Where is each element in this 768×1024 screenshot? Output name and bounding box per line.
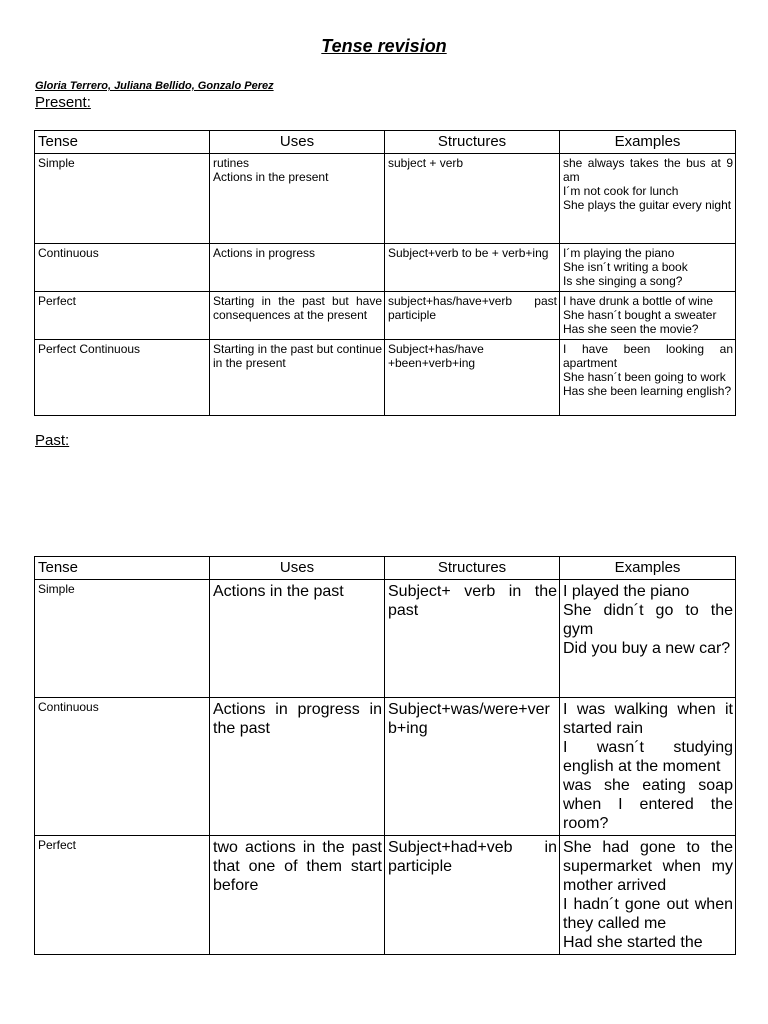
examples-cell xyxy=(560,836,736,955)
structure-cell: Subject+verb to be + verb+ing xyxy=(385,244,560,292)
example-line: she always takes the bus at 9 am xyxy=(563,156,733,184)
uses-line: rutines xyxy=(213,156,250,170)
example-line: She hasn´t bought a sweater xyxy=(563,308,717,322)
uses-line: Actions in progress in the past xyxy=(213,701,382,737)
example-line: Did you buy a new car? xyxy=(563,640,731,657)
example-line: was she eating soap when I entered the room? xyxy=(563,777,733,832)
example-line: I was walking when it started rain xyxy=(563,701,733,737)
example-line: I´m not cook for lunch xyxy=(563,184,679,198)
uses-cell xyxy=(210,292,385,340)
structure-cell: subject+has/have+verb past participle xyxy=(385,292,560,340)
examples-cell xyxy=(560,292,736,340)
table-row xyxy=(35,698,736,836)
authors: Gloria Terrero, Juliana Bellido, Gonzalo Perez xyxy=(35,80,274,92)
uses-line: two actions in the past that one of them start before xyxy=(213,839,382,894)
uses-line: Actions in progress xyxy=(213,246,316,260)
tense-cell: Continuous xyxy=(35,244,210,292)
table-row xyxy=(35,154,736,244)
example-line: I hadn´t gone out when they called me xyxy=(563,896,733,932)
example-line: She hasn´t been going to work xyxy=(563,370,726,384)
table-row xyxy=(35,292,736,340)
tense-cell: Perfect xyxy=(35,292,210,340)
tense-cell: Perfect xyxy=(35,836,210,955)
header-examples: Examples xyxy=(560,131,736,154)
present-header-row xyxy=(35,131,736,154)
structure-cell: subject + verb xyxy=(385,154,560,244)
structure-cell: Subject+ verb in the past xyxy=(385,580,560,698)
tense-cell: Perfect Continuous xyxy=(35,340,210,416)
header-uses: Uses xyxy=(210,131,385,154)
present-table xyxy=(34,130,736,416)
table-row xyxy=(35,244,736,292)
present-heading: Present: xyxy=(35,94,91,111)
uses-line: Starting in the past but have consequences at the present xyxy=(213,294,382,322)
example-line: I have drunk a bottle of wine xyxy=(563,294,714,308)
example-line: She had gone to the supermarket when my mother arrived xyxy=(563,839,733,894)
uses-line: Actions in the present xyxy=(213,170,329,184)
past-header-row xyxy=(35,557,736,580)
example-line: Had she started the xyxy=(563,934,703,951)
example-line: Has she been learning english? xyxy=(563,384,732,398)
examples-cell xyxy=(560,580,736,698)
example-line: I wasn´t studying english at the moment xyxy=(563,739,733,775)
example-line: I played the piano xyxy=(563,583,690,600)
uses-line: Actions in the past xyxy=(213,583,344,600)
examples-cell xyxy=(560,154,736,244)
uses-cell xyxy=(210,836,385,955)
uses-cell xyxy=(210,698,385,836)
uses-cell xyxy=(210,154,385,244)
uses-cell xyxy=(210,580,385,698)
header-structures: Structures xyxy=(385,557,560,580)
example-line: I´m playing the piano xyxy=(563,246,675,260)
uses-cell xyxy=(210,244,385,292)
example-line: Is she singing a song? xyxy=(563,274,683,288)
past-heading: Past: xyxy=(35,432,70,449)
tense-cell: Continuous xyxy=(35,698,210,836)
example-line: She isn´t writing a book xyxy=(563,260,688,274)
examples-cell xyxy=(560,698,736,836)
examples-cell xyxy=(560,244,736,292)
header-tense: Tense xyxy=(35,131,210,154)
example-line: She plays the guitar every night xyxy=(563,198,732,212)
structure-cell: Subject+has/have +been+verb+ing xyxy=(385,340,560,416)
uses-cell xyxy=(210,340,385,416)
structure-cell: Subject+was/were+verb+ing xyxy=(385,698,560,836)
example-line: She didn´t go to the gym xyxy=(563,602,733,638)
page-title: Tense revision xyxy=(321,36,447,56)
table-row xyxy=(35,580,736,698)
example-line: I have been looking an apartment xyxy=(563,342,733,370)
header-structures: Structures xyxy=(385,131,560,154)
header-tense: Tense xyxy=(35,557,210,580)
header-uses: Uses xyxy=(210,557,385,580)
structure-cell: Subject+had+veb in participle xyxy=(385,836,560,955)
table-row xyxy=(35,836,736,955)
tense-cell: Simple xyxy=(35,580,210,698)
example-line: Has she seen the movie? xyxy=(563,322,699,336)
table-row xyxy=(35,340,736,416)
past-table xyxy=(34,556,736,955)
uses-line: Starting in the past but continue in the present xyxy=(213,342,382,370)
examples-cell xyxy=(560,340,736,416)
tense-cell: Simple xyxy=(35,154,210,244)
header-examples: Examples xyxy=(560,557,736,580)
